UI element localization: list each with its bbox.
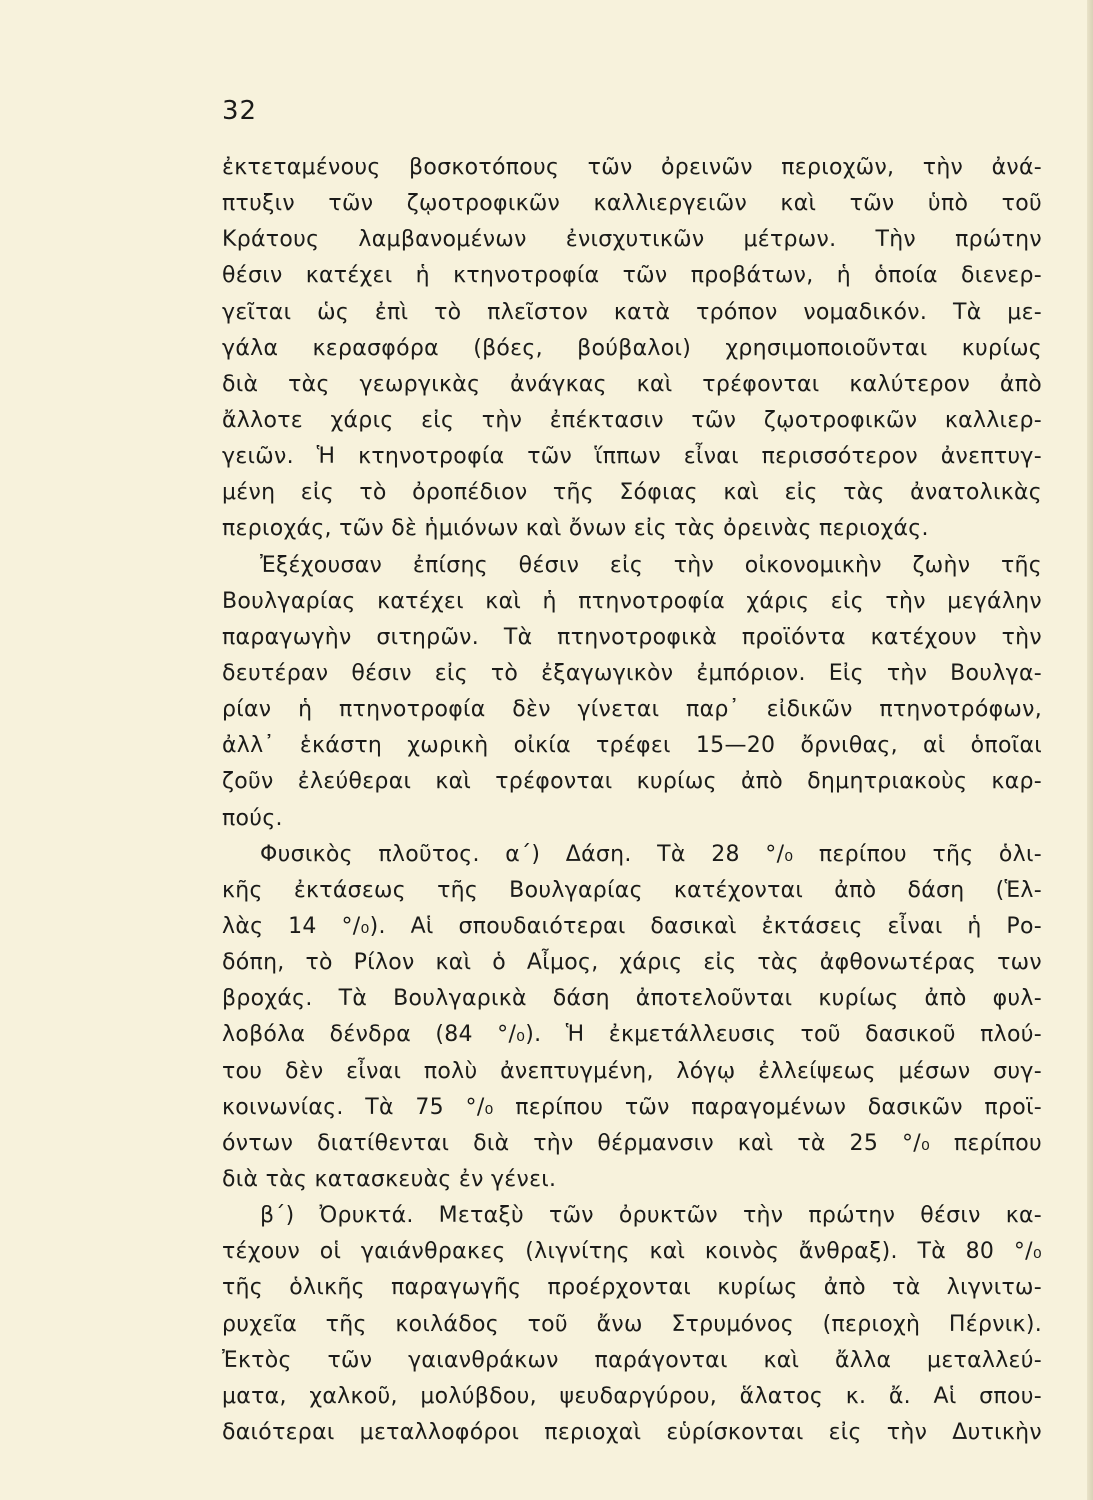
text-line: παραγωγὴν σιτηρῶν. Τὰ πτηνοτροφικὰ προϊόντα κατέχουν τὴν — [222, 624, 1042, 650]
section-heading-line: Φυσικὸς πλοῦτος. α´) Δάση. Τὰ 28 °/₀ περίπου τῆς ὁλι- — [260, 841, 1042, 867]
text-line: πτυξιν τῶν ζῳοτροφικῶν καλλιεργειῶν καὶ τῶν ὑπὸ τοῦ — [222, 191, 1042, 217]
text-line: γεῖται ὡς ἐπὶ τὸ πλεῖστον κατὰ τρόπον νομαδικόν. Τὰ με- — [222, 299, 1042, 325]
text-line: του δὲν εἶναι πολὺ ἀνεπτυγμένη, λόγῳ ἐλλείψεως μέσων συγ- — [222, 1058, 1042, 1084]
section-heading-line: β´) Ὀρυκτά. Μεταξὺ τῶν ὀρυκτῶν τὴν πρώτην θέσιν κα- — [260, 1203, 1042, 1229]
text-line: διὰ τὰς γεωργικὰς ἀνάγκας καὶ τρέφονται καλύτερον ἀπὸ — [222, 371, 1042, 397]
text-line: γάλα κερασφόρα (βόες, βούβαλοι) χρησιμοποιοῦνται κυρίως — [222, 335, 1042, 361]
text-line: κῆς ἐκτάσεως τῆς Βουλγαρίας κατέχονται ἀπὸ δάση (Ἑλ- — [222, 877, 1042, 903]
text-line: Βουλγαρίας κατέχει καὶ ἡ πτηνοτροφία χάρις εἰς τὴν μεγάλην — [222, 588, 1042, 614]
text-line: ἄλλοτε χάρις εἰς τὴν ἐπέκτασιν τῶν ζῳοτροφικῶν καλλιερ- — [222, 407, 1042, 433]
text-line: κοινωνίας. Τὰ 75 °/₀ περίπου τῶν παραγομένων δασικῶν προϊ- — [222, 1094, 1042, 1120]
text-line: ἐκτεταμένους βοσκοτόπους τῶν ὀρεινῶν περιοχῶν, τὴν ἀνά- — [222, 155, 1042, 180]
text-line: διὰ τὰς κατασκευὰς ἐν γένει. — [222, 1166, 557, 1192]
text-line: ἀλλ᾽ ἑκάστη χωρικὴ οἰκία τρέφει 15—20 ὄρνιθας, αἱ ὁποῖαι — [222, 733, 1042, 759]
text-line: δαιότεραι μεταλλοφόροι περιοχαὶ εὑρίσκονται εἰς τὴν Δυτικὴν — [222, 1419, 1042, 1445]
text-line: όντων διατίθενται διὰ τὴν θέρμανσιν καὶ τὰ 25 °/₀ περίπου — [222, 1130, 1042, 1156]
text-line: ρυχεῖα τῆς κοιλάδος τοῦ ἄνω Στρυμόνος (περιοχὴ Πέρνικ). — [222, 1311, 1042, 1337]
text-line: ματα, χαλκοῦ, μολύβδου, ψευδαργύρου, ἅλατος κ. ἄ. Αἱ σπου- — [222, 1383, 1042, 1409]
text-line: τῆς ὁλικῆς παραγωγῆς προέρχονται κυρίως ἀπὸ τὰ λιγνιτω- — [222, 1275, 1042, 1301]
text-line: ζοῦν ἐλεύθεραι καὶ τρέφονται κυρίως ἀπὸ δημητριακοὺς καρ- — [222, 769, 1042, 795]
page-number: 32 — [222, 96, 258, 126]
text-line: γειῶν. Ἡ κτηνοτροφία τῶν ἵππων εἶναι περισσότερον ἀνεπτυγ- — [222, 444, 1042, 470]
text-line: μένη εἰς τὸ ὀροπέδιον τῆς Σόφιας καὶ εἰς τὰς ἀνατολικὰς — [222, 480, 1042, 506]
text-line: Ἐξέχουσαν ἐπίσης θέσιν εἰς τὴν οἰκονομικὴν ζωὴν τῆς — [260, 552, 1042, 578]
text-line: τέχουν οἱ γαιάνθρακες (λιγνίτης καὶ κοινὸς ἄνθραξ). Τὰ 80 °/₀ — [222, 1239, 1042, 1265]
text-line: Κράτους λαμβανομένων ἐνισχυτικῶν μέτρων. Τὴν πρώτην — [222, 227, 1042, 253]
text-line: βροχάς. Τὰ Βουλγαρικὰ δάση ἀποτελοῦνται κυρίως ἀπὸ φυλ- — [222, 986, 1042, 1012]
text-line: περιοχάς, τῶν δὲ ἡμιόνων καὶ ὄνων εἰς τὰς ὀρεινὰς περιοχάς. — [222, 516, 929, 542]
text-line: λοβόλα δένδρα (84 °/₀). Ἡ ἐκμετάλλευσις τοῦ δασικοῦ πλού- — [222, 1022, 1042, 1048]
text-line: δευτέραν θέσιν εἰς τὸ ἐξαγωγικὸν ἐμπόριον. Εἰς τὴν Βουλγα- — [222, 660, 1042, 686]
body-text — [222, 150, 1042, 1451]
text-line: δόπη, τὸ Ρίλον καὶ ὁ Αἶμος, χάρις εἰς τὰς ἀφθονωτέρας των — [222, 950, 1042, 976]
text-line: Ἐκτὸς τῶν γαιανθράκων παράγονται καὶ ἄλλα μεταλλεύ- — [222, 1347, 1042, 1373]
text-line: θέσιν κατέχει ἡ κτηνοτροφία τῶν προβάτων, ἡ ὁποία διενερ- — [222, 263, 1042, 289]
text-line: λὰς 14 °/₀). Αἱ σπουδαιότεραι δασικαὶ ἐκτάσεις εἶναι ἡ Ρο- — [222, 913, 1042, 939]
page-edge — [1087, 0, 1093, 1500]
text-line: ρίαν ἡ πτηνοτροφία δὲν γίνεται παρ᾽ εἰδικῶν πτηνοτρόφων, — [222, 697, 1042, 723]
text-line: πούς. — [222, 805, 283, 831]
